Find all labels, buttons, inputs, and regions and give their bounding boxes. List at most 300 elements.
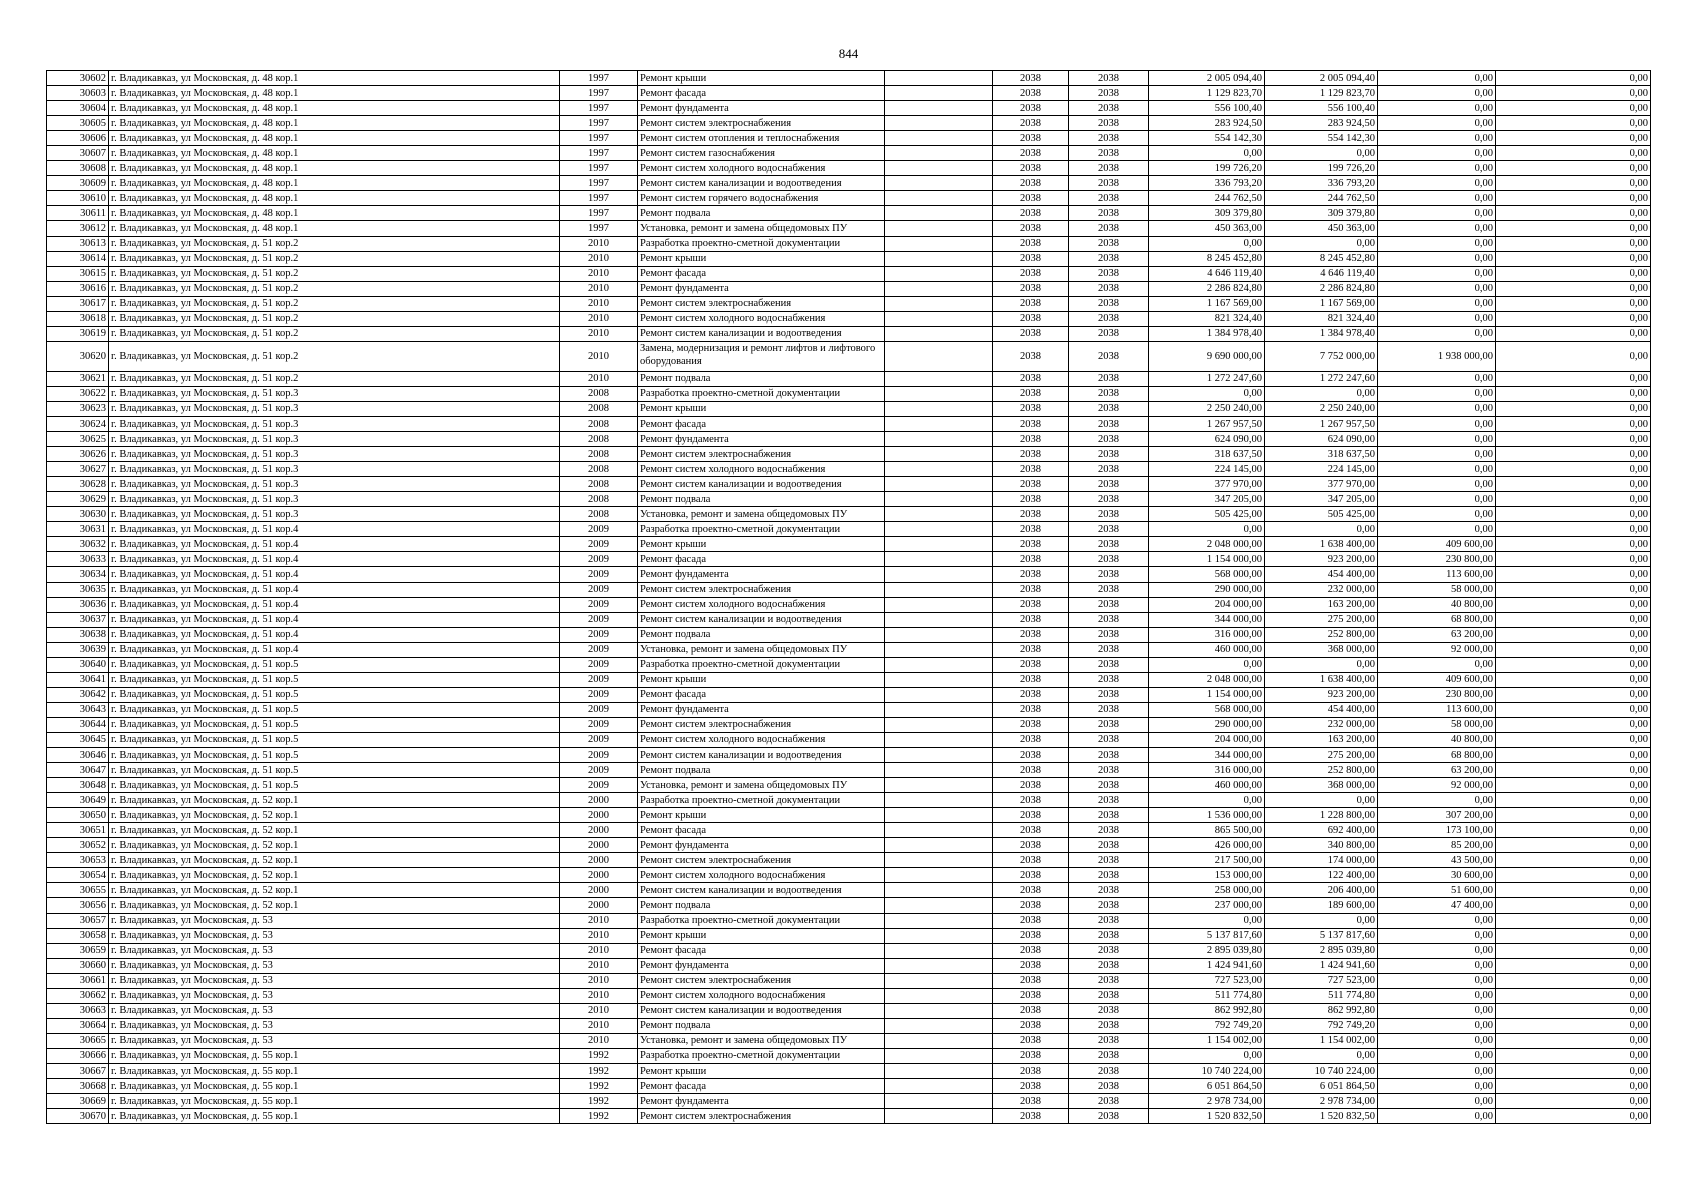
- cell-empty: [885, 627, 993, 642]
- cell-total-cost: 1 424 941,60: [1149, 958, 1265, 973]
- cell-plan-year-end: 2038: [1069, 311, 1149, 326]
- cell-other-funds: 43 500,00: [1378, 853, 1496, 868]
- cell-record-number: 30624: [47, 416, 109, 431]
- cell-owner-funds: 318 637,50: [1265, 447, 1378, 462]
- table-row: [47, 131, 1651, 146]
- cell-record-number: 30660: [47, 958, 109, 973]
- cell-owner-funds: 336 793,20: [1265, 176, 1378, 191]
- table-row: [47, 1079, 1651, 1094]
- cell-budget-funds: 0,00: [1496, 582, 1651, 597]
- cell-total-cost: 1 167 569,00: [1149, 296, 1265, 311]
- cell-owner-funds: 309 379,80: [1265, 206, 1378, 221]
- cell-build-year: 2010: [560, 311, 638, 326]
- cell-total-cost: 2 005 094,40: [1149, 71, 1265, 86]
- cell-empty: [885, 552, 993, 567]
- cell-build-year: 2010: [560, 341, 638, 371]
- cell-budget-funds: 0,00: [1496, 146, 1651, 161]
- cell-empty: [885, 1079, 993, 1094]
- cell-budget-funds: 0,00: [1496, 808, 1651, 823]
- cell-record-number: 30668: [47, 1079, 109, 1094]
- table-row: [47, 808, 1651, 823]
- cell-budget-funds: 0,00: [1496, 522, 1651, 537]
- cell-other-funds: 63 200,00: [1378, 627, 1496, 642]
- table-row: [47, 386, 1651, 401]
- page-number: 844: [838, 46, 859, 61]
- cell-build-year: 1997: [560, 191, 638, 206]
- table-row: [47, 176, 1651, 191]
- cell-record-number: 30626: [47, 447, 109, 462]
- cell-empty: [885, 868, 993, 883]
- cell-total-cost: 153 000,00: [1149, 868, 1265, 883]
- cell-work-type: Ремонт крыши: [638, 251, 885, 266]
- cell-record-number: 30640: [47, 657, 109, 672]
- cell-plan-year-end: 2038: [1069, 838, 1149, 853]
- cell-owner-funds: 0,00: [1265, 146, 1378, 161]
- cell-total-cost: 568 000,00: [1149, 702, 1265, 717]
- cell-total-cost: 1 154 002,00: [1149, 1033, 1265, 1048]
- cell-plan-year-end: 2038: [1069, 657, 1149, 672]
- cell-record-number: 30622: [47, 386, 109, 401]
- cell-record-number: 30665: [47, 1033, 109, 1048]
- cell-owner-funds: 368 000,00: [1265, 642, 1378, 657]
- cell-work-type: Ремонт систем канализации и водоотведения: [638, 1003, 885, 1018]
- table-row: [47, 341, 1651, 371]
- cell-address: г. Владикавказ, ул Московская, д. 51 кор.5: [109, 732, 560, 747]
- cell-plan-year-end: 2038: [1069, 748, 1149, 763]
- cell-owner-funds: 554 142,30: [1265, 131, 1378, 146]
- cell-address: г. Владикавказ, ул Московская, д. 51 кор.5: [109, 748, 560, 763]
- cell-budget-funds: 0,00: [1496, 883, 1651, 898]
- cell-plan-year-end: 2038: [1069, 86, 1149, 101]
- cell-build-year: 1997: [560, 131, 638, 146]
- cell-build-year: 2009: [560, 627, 638, 642]
- cell-record-number: 30616: [47, 281, 109, 296]
- cell-plan-year-start: 2038: [993, 1079, 1069, 1094]
- cell-work-type: Ремонт систем холодного водоснабжения: [638, 597, 885, 612]
- cell-total-cost: 0,00: [1149, 386, 1265, 401]
- cell-address: г. Владикавказ, ул Московская, д. 53: [109, 988, 560, 1003]
- cell-owner-funds: 275 200,00: [1265, 748, 1378, 763]
- table-row: [47, 206, 1651, 221]
- cell-address: г. Владикавказ, ул Московская, д. 48 кор.1: [109, 161, 560, 176]
- cell-address: г. Владикавказ, ул Московская, д. 48 кор.1: [109, 101, 560, 116]
- cell-work-type: Ремонт крыши: [638, 71, 885, 86]
- cell-plan-year-end: 2038: [1069, 401, 1149, 416]
- cell-budget-funds: 0,00: [1496, 853, 1651, 868]
- cell-address: г. Владикавказ, ул Московская, д. 53: [109, 1018, 560, 1033]
- cell-budget-funds: 0,00: [1496, 988, 1651, 1003]
- cell-build-year: 1992: [560, 1094, 638, 1109]
- table-row: [47, 191, 1651, 206]
- cell-plan-year-end: 2038: [1069, 266, 1149, 281]
- table-row: [47, 401, 1651, 416]
- cell-plan-year-end: 2038: [1069, 552, 1149, 567]
- cell-record-number: 30632: [47, 537, 109, 552]
- cell-plan-year-end: 2038: [1069, 808, 1149, 823]
- cell-total-cost: 316 000,00: [1149, 763, 1265, 778]
- cell-record-number: 30620: [47, 341, 109, 371]
- cell-total-cost: 9 690 000,00: [1149, 341, 1265, 371]
- cell-plan-year-end: 2038: [1069, 973, 1149, 988]
- cell-total-cost: 426 000,00: [1149, 838, 1265, 853]
- cell-build-year: 2010: [560, 988, 638, 1003]
- cell-record-number: 30628: [47, 477, 109, 492]
- cell-work-type: Замена, модернизация и ремонт лифтов и лифтового оборудования: [638, 341, 885, 371]
- cell-build-year: 2010: [560, 326, 638, 341]
- table-row: [47, 522, 1651, 537]
- cell-plan-year-end: 2038: [1069, 341, 1149, 371]
- cell-address: г. Владикавказ, ул Московская, д. 51 кор.3: [109, 477, 560, 492]
- cell-owner-funds: 224 145,00: [1265, 462, 1378, 477]
- cell-total-cost: 865 500,00: [1149, 823, 1265, 838]
- cell-plan-year-start: 2038: [993, 522, 1069, 537]
- cell-plan-year-start: 2038: [993, 627, 1069, 642]
- cell-total-cost: 511 774,80: [1149, 988, 1265, 1003]
- table-row: [47, 627, 1651, 642]
- cell-other-funds: 0,00: [1378, 146, 1496, 161]
- cell-address: г. Владикавказ, ул Московская, д. 52 кор.1: [109, 808, 560, 823]
- cell-total-cost: 347 205,00: [1149, 492, 1265, 507]
- cell-plan-year-start: 2038: [993, 958, 1069, 973]
- cell-other-funds: 113 600,00: [1378, 702, 1496, 717]
- table-row: [47, 507, 1651, 522]
- cell-work-type: Ремонт фундамента: [638, 567, 885, 582]
- cell-other-funds: 0,00: [1378, 1094, 1496, 1109]
- cell-empty: [885, 973, 993, 988]
- table-row: [47, 251, 1651, 266]
- cell-record-number: 30607: [47, 146, 109, 161]
- cell-build-year: 2008: [560, 462, 638, 477]
- cell-plan-year-start: 2038: [993, 191, 1069, 206]
- cell-budget-funds: 0,00: [1496, 958, 1651, 973]
- cell-work-type: Ремонт систем канализации и водоотведения: [638, 748, 885, 763]
- cell-plan-year-end: 2038: [1069, 567, 1149, 582]
- cell-work-type: Ремонт систем холодного водоснабжения: [638, 462, 885, 477]
- cell-budget-funds: 0,00: [1496, 131, 1651, 146]
- table-row: [47, 717, 1651, 732]
- cell-owner-funds: 252 800,00: [1265, 763, 1378, 778]
- cell-budget-funds: 0,00: [1496, 326, 1651, 341]
- cell-empty: [885, 401, 993, 416]
- table-row: [47, 296, 1651, 311]
- cell-owner-funds: 0,00: [1265, 913, 1378, 928]
- cell-empty: [885, 161, 993, 176]
- cell-other-funds: 0,00: [1378, 522, 1496, 537]
- cell-address: г. Владикавказ, ул Московская, д. 52 кор.1: [109, 898, 560, 913]
- cell-plan-year-end: 2038: [1069, 116, 1149, 131]
- cell-build-year: 1997: [560, 206, 638, 221]
- cell-work-type: Разработка проектно-сметной документации: [638, 657, 885, 672]
- cell-plan-year-end: 2038: [1069, 191, 1149, 206]
- cell-record-number: 30662: [47, 988, 109, 1003]
- cell-plan-year-start: 2038: [993, 176, 1069, 191]
- cell-budget-funds: 0,00: [1496, 71, 1651, 86]
- table-row: [47, 71, 1651, 86]
- cell-budget-funds: 0,00: [1496, 101, 1651, 116]
- cell-plan-year-start: 2038: [993, 311, 1069, 326]
- cell-budget-funds: 0,00: [1496, 642, 1651, 657]
- cell-budget-funds: 0,00: [1496, 687, 1651, 702]
- table-row: [47, 823, 1651, 838]
- cell-build-year: 2010: [560, 236, 638, 251]
- cell-plan-year-start: 2038: [993, 853, 1069, 868]
- cell-empty: [885, 597, 993, 612]
- cell-other-funds: 85 200,00: [1378, 838, 1496, 853]
- cell-other-funds: 0,00: [1378, 928, 1496, 943]
- cell-record-number: 30654: [47, 868, 109, 883]
- cell-total-cost: 290 000,00: [1149, 582, 1265, 597]
- cell-empty: [885, 958, 993, 973]
- cell-record-number: 30618: [47, 311, 109, 326]
- cell-owner-funds: 1 228 800,00: [1265, 808, 1378, 823]
- cell-plan-year-end: 2038: [1069, 853, 1149, 868]
- cell-build-year: 2010: [560, 943, 638, 958]
- cell-budget-funds: 0,00: [1496, 447, 1651, 462]
- cell-work-type: Ремонт систем электроснабжения: [638, 717, 885, 732]
- cell-budget-funds: 0,00: [1496, 492, 1651, 507]
- cell-total-cost: 309 379,80: [1149, 206, 1265, 221]
- cell-owner-funds: 1 154 002,00: [1265, 1033, 1378, 1048]
- cell-build-year: 2009: [560, 748, 638, 763]
- table-row: [47, 913, 1651, 928]
- repair-program-table: [46, 70, 1651, 1124]
- cell-build-year: 1992: [560, 1109, 638, 1124]
- cell-empty: [885, 206, 993, 221]
- cell-empty: [885, 341, 993, 371]
- cell-total-cost: 283 924,50: [1149, 116, 1265, 131]
- cell-plan-year-end: 2038: [1069, 416, 1149, 431]
- cell-address: г. Владикавказ, ул Московская, д. 51 кор.2: [109, 371, 560, 386]
- cell-plan-year-end: 2038: [1069, 371, 1149, 386]
- cell-owner-funds: 232 000,00: [1265, 582, 1378, 597]
- cell-build-year: 2009: [560, 612, 638, 627]
- cell-record-number: 30604: [47, 101, 109, 116]
- cell-other-funds: 0,00: [1378, 1048, 1496, 1063]
- cell-other-funds: 0,00: [1378, 1003, 1496, 1018]
- table-row: [47, 416, 1651, 431]
- cell-plan-year-end: 2038: [1069, 386, 1149, 401]
- cell-plan-year-end: 2038: [1069, 958, 1149, 973]
- cell-empty: [885, 808, 993, 823]
- cell-plan-year-end: 2038: [1069, 717, 1149, 732]
- cell-total-cost: 0,00: [1149, 913, 1265, 928]
- cell-total-cost: 0,00: [1149, 1048, 1265, 1063]
- cell-plan-year-start: 2038: [993, 672, 1069, 687]
- cell-plan-year-end: 2038: [1069, 326, 1149, 341]
- cell-total-cost: 1 384 978,40: [1149, 326, 1265, 341]
- cell-work-type: Ремонт систем холодного водоснабжения: [638, 988, 885, 1003]
- cell-address: г. Владикавказ, ул Московская, д. 55 кор.1: [109, 1048, 560, 1063]
- cell-empty: [885, 778, 993, 793]
- cell-empty: [885, 1003, 993, 1018]
- cell-total-cost: 10 740 224,00: [1149, 1064, 1265, 1079]
- cell-build-year: 1997: [560, 116, 638, 131]
- cell-total-cost: 344 000,00: [1149, 612, 1265, 627]
- cell-other-funds: 58 000,00: [1378, 717, 1496, 732]
- cell-other-funds: 0,00: [1378, 657, 1496, 672]
- table-row: [47, 101, 1651, 116]
- cell-empty: [885, 326, 993, 341]
- cell-plan-year-start: 2038: [993, 642, 1069, 657]
- cell-owner-funds: 0,00: [1265, 1048, 1378, 1063]
- cell-address: г. Владикавказ, ул Московская, д. 53: [109, 1003, 560, 1018]
- table-row: [47, 146, 1651, 161]
- table-row: [47, 1003, 1651, 1018]
- cell-other-funds: 0,00: [1378, 477, 1496, 492]
- table-row: [47, 642, 1651, 657]
- cell-total-cost: 377 970,00: [1149, 477, 1265, 492]
- cell-record-number: 30646: [47, 748, 109, 763]
- cell-budget-funds: 0,00: [1496, 251, 1651, 266]
- table-row: [47, 161, 1651, 176]
- cell-address: г. Владикавказ, ул Московская, д. 48 кор.1: [109, 116, 560, 131]
- cell-budget-funds: 0,00: [1496, 627, 1651, 642]
- cell-owner-funds: 792 749,20: [1265, 1018, 1378, 1033]
- cell-build-year: 2009: [560, 537, 638, 552]
- cell-plan-year-end: 2038: [1069, 823, 1149, 838]
- table-row: [47, 236, 1651, 251]
- cell-budget-funds: 0,00: [1496, 281, 1651, 296]
- cell-owner-funds: 556 100,40: [1265, 101, 1378, 116]
- table-row: [47, 672, 1651, 687]
- cell-total-cost: 2 048 000,00: [1149, 672, 1265, 687]
- cell-empty: [885, 191, 993, 206]
- cell-record-number: 30659: [47, 943, 109, 958]
- cell-address: г. Владикавказ, ул Московская, д. 48 кор.1: [109, 146, 560, 161]
- cell-empty: [885, 146, 993, 161]
- cell-owner-funds: 454 400,00: [1265, 567, 1378, 582]
- cell-empty: [885, 266, 993, 281]
- cell-plan-year-end: 2038: [1069, 1003, 1149, 1018]
- cell-other-funds: 30 600,00: [1378, 868, 1496, 883]
- cell-record-number: 30645: [47, 732, 109, 747]
- cell-work-type: Ремонт фасада: [638, 823, 885, 838]
- cell-plan-year-start: 2038: [993, 161, 1069, 176]
- cell-record-number: 30615: [47, 266, 109, 281]
- cell-other-funds: 0,00: [1378, 131, 1496, 146]
- cell-address: г. Владикавказ, ул Московская, д. 51 кор.4: [109, 582, 560, 597]
- cell-budget-funds: 0,00: [1496, 1048, 1651, 1063]
- cell-other-funds: 0,00: [1378, 371, 1496, 386]
- cell-other-funds: 0,00: [1378, 251, 1496, 266]
- cell-plan-year-start: 2038: [993, 492, 1069, 507]
- cell-build-year: 2008: [560, 447, 638, 462]
- cell-plan-year-start: 2038: [993, 281, 1069, 296]
- cell-plan-year-start: 2038: [993, 101, 1069, 116]
- table-row: [47, 371, 1651, 386]
- cell-budget-funds: 0,00: [1496, 1109, 1651, 1124]
- cell-work-type: Ремонт систем электроснабжения: [638, 447, 885, 462]
- cell-plan-year-start: 2038: [993, 116, 1069, 131]
- cell-plan-year-end: 2038: [1069, 778, 1149, 793]
- table-row: [47, 928, 1651, 943]
- cell-plan-year-end: 2038: [1069, 447, 1149, 462]
- cell-address: г. Владикавказ, ул Московская, д. 51 кор.4: [109, 627, 560, 642]
- cell-address: г. Владикавказ, ул Московская, д. 51 кор.2: [109, 266, 560, 281]
- cell-budget-funds: 0,00: [1496, 943, 1651, 958]
- table-row: [47, 86, 1651, 101]
- cell-other-funds: 0,00: [1378, 221, 1496, 236]
- cell-empty: [885, 913, 993, 928]
- table-row: [47, 552, 1651, 567]
- cell-other-funds: 0,00: [1378, 973, 1496, 988]
- cell-plan-year-end: 2038: [1069, 1033, 1149, 1048]
- cell-owner-funds: 163 200,00: [1265, 732, 1378, 747]
- cell-plan-year-end: 2038: [1069, 988, 1149, 1003]
- cell-owner-funds: 368 000,00: [1265, 778, 1378, 793]
- cell-other-funds: 0,00: [1378, 311, 1496, 326]
- table-row: [47, 582, 1651, 597]
- cell-address: г. Владикавказ, ул Московская, д. 51 кор.2: [109, 311, 560, 326]
- cell-other-funds: 0,00: [1378, 943, 1496, 958]
- cell-plan-year-end: 2038: [1069, 236, 1149, 251]
- table-row: [47, 311, 1651, 326]
- cell-address: г. Владикавказ, ул Московская, д. 51 кор.4: [109, 642, 560, 657]
- cell-plan-year-start: 2038: [993, 913, 1069, 928]
- cell-owner-funds: 511 774,80: [1265, 988, 1378, 1003]
- cell-plan-year-end: 2038: [1069, 793, 1149, 808]
- cell-record-number: 30638: [47, 627, 109, 642]
- cell-owner-funds: 252 800,00: [1265, 627, 1378, 642]
- cell-plan-year-start: 2038: [993, 763, 1069, 778]
- cell-budget-funds: 0,00: [1496, 1003, 1651, 1018]
- cell-work-type: Установка, ремонт и замена общедомовых ПУ: [638, 507, 885, 522]
- table-row: [47, 447, 1651, 462]
- cell-build-year: 2008: [560, 386, 638, 401]
- cell-total-cost: 2 978 734,00: [1149, 1094, 1265, 1109]
- cell-plan-year-start: 2038: [993, 552, 1069, 567]
- cell-plan-year-start: 2038: [993, 778, 1069, 793]
- cell-work-type: Установка, ремонт и замена общедомовых ПУ: [638, 642, 885, 657]
- cell-plan-year-start: 2038: [993, 401, 1069, 416]
- cell-other-funds: 0,00: [1378, 101, 1496, 116]
- cell-record-number: 30610: [47, 191, 109, 206]
- cell-build-year: 2008: [560, 492, 638, 507]
- cell-empty: [885, 432, 993, 447]
- cell-work-type: Разработка проектно-сметной документации: [638, 913, 885, 928]
- cell-plan-year-start: 2038: [993, 793, 1069, 808]
- cell-build-year: 2008: [560, 401, 638, 416]
- cell-plan-year-start: 2038: [993, 823, 1069, 838]
- cell-budget-funds: 0,00: [1496, 763, 1651, 778]
- cell-empty: [885, 793, 993, 808]
- cell-record-number: 30664: [47, 1018, 109, 1033]
- cell-plan-year-start: 2038: [993, 1018, 1069, 1033]
- cell-plan-year-end: 2038: [1069, 597, 1149, 612]
- cell-total-cost: 821 324,40: [1149, 311, 1265, 326]
- cell-empty: [885, 101, 993, 116]
- cell-other-funds: 0,00: [1378, 492, 1496, 507]
- cell-budget-funds: 0,00: [1496, 206, 1651, 221]
- cell-plan-year-end: 2038: [1069, 537, 1149, 552]
- table-row: [47, 432, 1651, 447]
- table-row: [47, 943, 1651, 958]
- cell-record-number: 30666: [47, 1048, 109, 1063]
- cell-plan-year-start: 2038: [993, 687, 1069, 702]
- cell-empty: [885, 748, 993, 763]
- cell-build-year: 1997: [560, 86, 638, 101]
- table-row: [47, 702, 1651, 717]
- cell-plan-year-end: 2038: [1069, 131, 1149, 146]
- cell-work-type: Установка, ремонт и замена общедомовых ПУ: [638, 221, 885, 236]
- cell-budget-funds: 0,00: [1496, 416, 1651, 431]
- cell-other-funds: 0,00: [1378, 416, 1496, 431]
- cell-empty: [885, 567, 993, 582]
- cell-work-type: Ремонт систем электроснабжения: [638, 296, 885, 311]
- cell-budget-funds: 0,00: [1496, 823, 1651, 838]
- cell-plan-year-end: 2038: [1069, 1048, 1149, 1063]
- cell-work-type: Разработка проектно-сметной документации: [638, 793, 885, 808]
